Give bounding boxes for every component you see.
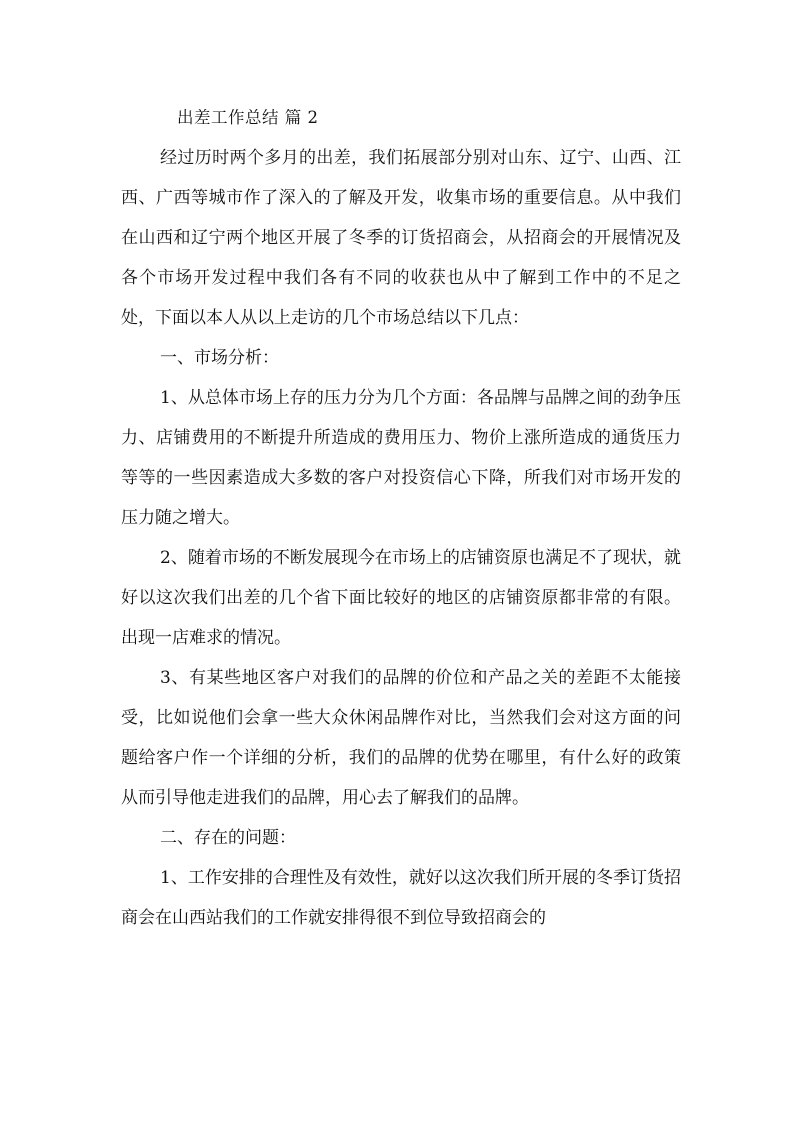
section-heading-problems: 二、存在的问题： — [160, 828, 296, 848]
section-heading-market-analysis: 一、市场分析： — [160, 348, 279, 368]
document-title: 出差工作总结 篇 2 — [177, 108, 319, 127]
market-point-1: 1、从总体市场上存的压力分为几个方面：各品牌与品牌之间的劲争压力、店铺费用的不断提升所造成的费用压力、物价上涨所造成的通货压力等等的一些因素造成大多数的客户对投资信心下降，所我们对市场开发的压力随之增大。 — [121, 388, 681, 528]
document-body — [121, 98, 681, 938]
intro-paragraph: 经过历时两个多月的出差，我们拓展部分别对山东、辽宁、山西、江西、广西等城市作了深入的了解及开发，收集市场的重要信息。从中我们在山西和辽宁两个地区开展了冬季的订货招商会，从招商会的开展情况及各个市场开发过程中我们各有不同的收获也从中了解到工作中的不足之处，下面以本人从以上走访的几个市场总结以下几点： — [121, 148, 681, 328]
market-point-3: 3、有某些地区客户对我们的品牌的价位和产品之关的差距不太能接受，比如说他们会拿一些大众休闲品牌作对比，当然我们会对这方面的问题给客户作一个详细的分析，我们的品牌的优势在哪里，有什么好的政策从而引导他走进我们的品牌，用心去了解我们的品牌。 — [121, 668, 681, 808]
market-point-2: 2、随着市场的不断发展现今在市场上的店铺资原也满足不了现状，就好以这次我们出差的几个省下面比较好的地区的店铺资原都非常的有限。出现一店难求的情况。 — [121, 548, 681, 648]
problem-point-1: 1、工作安排的合理性及有效性，就好以这次我们所开展的冬季订货招商会在山西站我们的工作就安排得很不到位导致招商会的 — [121, 868, 681, 928]
